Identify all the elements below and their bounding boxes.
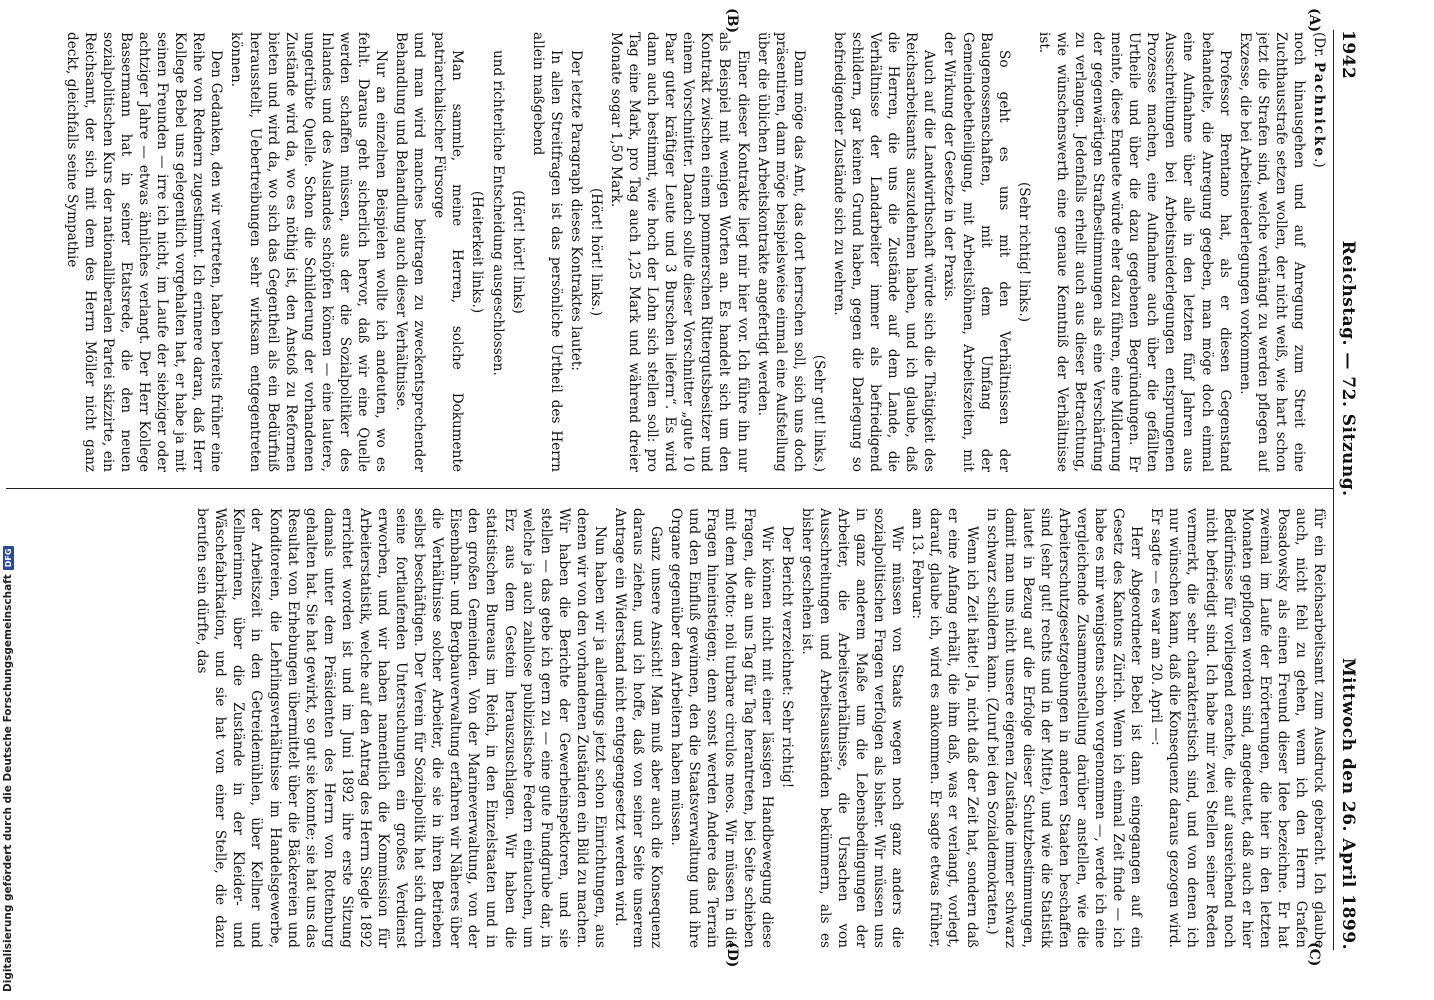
margin-letter-d: (D) — [724, 942, 740, 968]
paragraph: Wenn ich Zeit hätte! Ja, nicht daß der Zeit hat, sondern daß er eine Anfang erhält, die ihm daß, was er verlangt, vorlegt, darauf, glaube ich, wird es ankommen. Er sagte etwas früher, am 13. Februar: — [909, 508, 980, 948]
paragraph: Auch auf die Landwirthschaft würde sich die Thätigkeit des Reichsarbeitsamts auszudehnen haben, und ich glaube, daß die Herren, die uns die Zustände auf dem Lande, die Verhältnisse der Landarbeiter immer als befriedigend schildern, gar keinen Grund haben, gegen die Darlegung so befriedigender Zustände sich zu wehren. — [830, 32, 938, 472]
speaker-tag — [1310, 32, 1328, 472]
column-divider — [6, 488, 1334, 489]
quotation: Wir müssen von Staats wegen noch ganz anders die sozialpolitischen Fragen verfolgen als bisher. Wir müssen uns in ganz anderem Maße um die Lebensbedingungen der Arbeiter, die Arbeitsverhältnisse, die Ursachen von Ausschreitungen und Arbeitsausständen bekümmern, als es bisher geschehen ist. — [798, 508, 906, 948]
dfg-logo-icon: DFG — [3, 546, 14, 571]
paragraph: für ein Reichsarbeitsamt zum Ausdruck gebracht. Ich glaube auch, nicht fehl zu gehen, wenn ich den Herrn Grafen Posadowsky als einen Freund dieser Idee bezeichne. Er hat zweimal im Laufe der Erörterungen, die hier in den letzten Monaten gepflogen worden sind, angedeutet, daß auch er hier Bedürfnisse für vorliegend erachte, die auf ausreichend noch nicht befriedigt sind. Ich habe mir zwei Stellen seiner Reden vermerkt, die sehr charakteristisch sind, und von denen ich nur wünschen kann, daß die Konsequenz daraus gezogen wird. Er sagte — es war am 20. April —: — [1148, 508, 1327, 948]
paragraph: Einer dieser Kontrakte liegt mir hier vor. Ich führe ihn nur als Beispiel mit wenigen Worten an. Es handelt sich um den Kontrakt zwischen einem pommerschen Rittergutsbesitzer und einem Vorschnitter. Danach sollte dieser Vorschnitter „gute 10 Paar guter kräftiger Leute und 3 Burschen liefern“. Es wird dann auch bestimmt, wie hoch der Lohn sich stellen soll: pro Tag eine Mark, pro Tag auch 1,25 Mark und während dreier Monate sogar 1,50 Mark. — [608, 32, 751, 472]
digitization-note-text: Digitalisierung gefördert durch die Deutsche Forschungsgemeinschaft — [2, 574, 14, 992]
interjection: (Hört! hört! links) — [509, 190, 526, 314]
digitization-note — [2, 0, 18, 1000]
quotation: Wir können nicht mit einer lässigen Handbewegung diese Fragen, die an uns Tag für Tag herantreten, bei Seite schieben mit dem Motto: noli turbare circulos meos. Wir müssen in die Fragen hineinsteigen; denn sonst werden Andere das Terrain und den Einfluß gewinnen, den die Staatsverwaltung und ihre Organe gegenüber den Arbeitern haben müssen. — [668, 508, 775, 948]
left-column — [10, 32, 1328, 472]
running-head — [1333, 30, 1372, 950]
paragraph: Den Gedanken, den wir vertreten, haben bereits früher eine Reihe von Rednern zugestimmt. Ich erinnere daran, daß Herr Kollege Bebel uns gelegentlich vorgehalten hat, er habe ja mit seinen Freunden — irre ich nicht, im Laufe der siebziger oder achtziger Jahre — etwas ähnliches verlangt. Der Herr Kollege Bassermann hat in seiner Etatsrede, die den neuen sozialpolitischen Kurs der nationalliberalen Partei skizzirte, ein Reichsamt, der sich mit dem des Herrn Möller nicht ganz deckt, gleichfalls seine Sympathie — [63, 32, 225, 472]
header-title: Reichstag. — 72. Sitzung. — [1338, 240, 1358, 497]
margin-letter-c: (C) — [1306, 942, 1322, 967]
paragraph: Nur an einzelnen Beispielen wollte ich andeuten, wo es fehlt. Daraus geht sicherlich hervor, daß wir eine Quelle werden schaffen müssen, aus der die Sozialpolitiker des Inlandes und des Auslandes schöpfen können — eine lautere, ungetrübte Quelle. Schon die Schilderung der vorhandenen Zustände wird da, wo es nöthig ist, den Anstoß zu Reformen bieten und wird da, wo sich das Gegentheil als ein Bedürfniß herausstellt, Uebertreibungen sehr wirksam entgegentreten können. — [228, 32, 390, 472]
paragraph: Ganz unsere Ansicht! Man muß aber auch die Konsequenz daraus ziehen, und ich hoffe, daß von seiner Seite unserem Antrage ein Widerstand nicht entgegengesetzt werden wird. — [612, 508, 665, 948]
interjection: (Heiterkeit links.) — [469, 190, 486, 314]
interjection: (Hört! hört! links.) — [587, 187, 604, 317]
paragraph: So geht es uns mit den Verhältnissen der Baugenossenschaften, mit dem Umfang der Gemeindebetheiligung, mit Arbeitslöhnen, Arbeitszeiten, mit der Wirkung der Gesetze in der Praxis. — [941, 32, 1012, 472]
paragraph: Professor Brentano hat, als er diesen Gegenstand behandelte, die Anregung gegeben, man möge doch einmal eine Aufnahme über alle in den letzten fünf Jahren aus Ausschreitungen bei Arbeitsniederlegungen entsprungenen Prozesse machen, eine Aufnahme auch über die gefällten Urtheile und über die dazu gegebenen Begründungen. Er meinte, diese Enquete würde eher dazu führen, eine Milderung der gegenwärtigen Strafbestimmungen als eine Verschärfung zu verlangen. Jedenfalls erhellt auch aus dieser Betrachtung, wie wünschenswerth eine genaue Kenntniß der Verhältnisse ist. — [1035, 32, 1233, 472]
margin-letter-b: (B) — [724, 8, 740, 34]
paragraph: Nun haben wir ja allerdings jetzt schon Einrichtungen, aus denen wir von den vorhandenen Zuständen ein Bild zu machen. Wir haben die Berichte der Gewerbeinspektoren, und sie stellen — das gebe ich gern zu — eine gute Fundgrube dar, in welche ja auch zahllose publizistische Federn eintauchen, um Erz aus dem Gestein herauszuschlagen. Wir haben die statistischen Bureaus im Reich, in den Einzelstaaten und in den großen Gemeinden. Von der Marineverwaltung, von der Eisenbahn- und Bergbauverwaltung erfahren wir Näheres über die Verhältnisse solcher Arbeiter, die sie in ihren Betrieben selbst beschäftigen. Der Verein für Sozialpolitik hat sich durch seine fortlaufenden Untersuchungen ein großes Verdienst erworben, und wir haben namentlich die Kommission für Arbeiterstatistik, welche auf den Antrag des Herrn Siegle 1892 errichtet worden ist und im Juni 1892 ihre erste Sitzung damals unter dem Präsidenten des Herrn von Rottenburg gehalten hat. Sie hat gewirkt, so gut sie konnte; sie hat uns das Resultat von Erhebungen übermittelt über die Bäckereien und Konditoreien, die Lehrlingsverhältnisse im Handelsgewerbe, der Arbeitszeit in den Getreidemühlen, über Kellner und Kellnerinnen, über die Zustände in der Kleider- und Wäschefabrikation, und sie hat von einer Stelle, die dazu berufen sein dürfte, das — [194, 508, 608, 948]
page-number: 1942 — [1338, 30, 1358, 80]
interjection: (Sehr gut! links.) — [810, 354, 827, 472]
quotation: In allen Streitfragen ist das persönliche Urtheil des Herrn allein maßgebend — [529, 32, 564, 472]
paragraph: noch hinausgehen und auf Anregung zum Streit eine Zuchthausstrafe setzen wollen, der nicht weiß, wie hart schon jetzt die Strafen sind, welche verhängt zu werden pflegen auf Exzesse, die bei Arbeitsniederlegungen vorkommen. — [1236, 32, 1307, 472]
speaker-name: Pachnicke — [1311, 61, 1327, 159]
speaker-tag-close: .) — [1311, 158, 1327, 168]
speaker-tag-open: (Dr. — [1311, 32, 1327, 62]
margin-letter-a: (A) — [1306, 8, 1322, 33]
paragraph: Der Bericht verzeichnet: Sehr richtig! — [778, 526, 795, 789]
paragraph: Man sammle, meine Herren, solche Dokumente patriarchalischer Fürsorge — [431, 32, 466, 472]
paragraph: und man wird manches beitragen zu zweckentsprechender Behandlung und Behandlung auch dieser Verhältnisse. — [393, 32, 428, 472]
paragraph: Der letzte Paragraph dieses Kontraktes lautet: — [567, 50, 584, 371]
quotation: und richterliche Entscheidung ausgeschlossen. — [489, 50, 506, 376]
quotation: Herr Abgeordneter Bebel ist dann eingegangen auf ein Gesetz des Kantons Zürich. Wenn ich einmal Zeit finde — ich habe es mir wenigstens schon vorgenommen —, werde ich eine vergleichende Zusammenstellung darüber anstellen, wie die Arbeiterschutzgesetzgebungen in anderen Staaten beschaffen sind (sehr gut! rechts und in der Mitte), und wie die Statistik lautet in Bezug auf die Erfolge dieser Schutzbestimmungen, damit man uns nicht unsere eigenen Zustände immer schwarz in schwarz schildern kann. (Zuruf bei den Sozialdemokraten.) — [983, 508, 1145, 948]
header-date: Mittwoch den 26. April 1899. — [1338, 657, 1358, 950]
interjection: (Sehr richtig! links.) — [1015, 181, 1032, 323]
right-column — [10, 508, 1328, 948]
paragraph: Dann möge das Amt, das dort herrschen soll, sich uns doch präsentiren, dann möge beispielsweise einmal eine Aufstellung über die üblichen Arbeitskontrakte angefertigt werden. — [754, 32, 807, 472]
